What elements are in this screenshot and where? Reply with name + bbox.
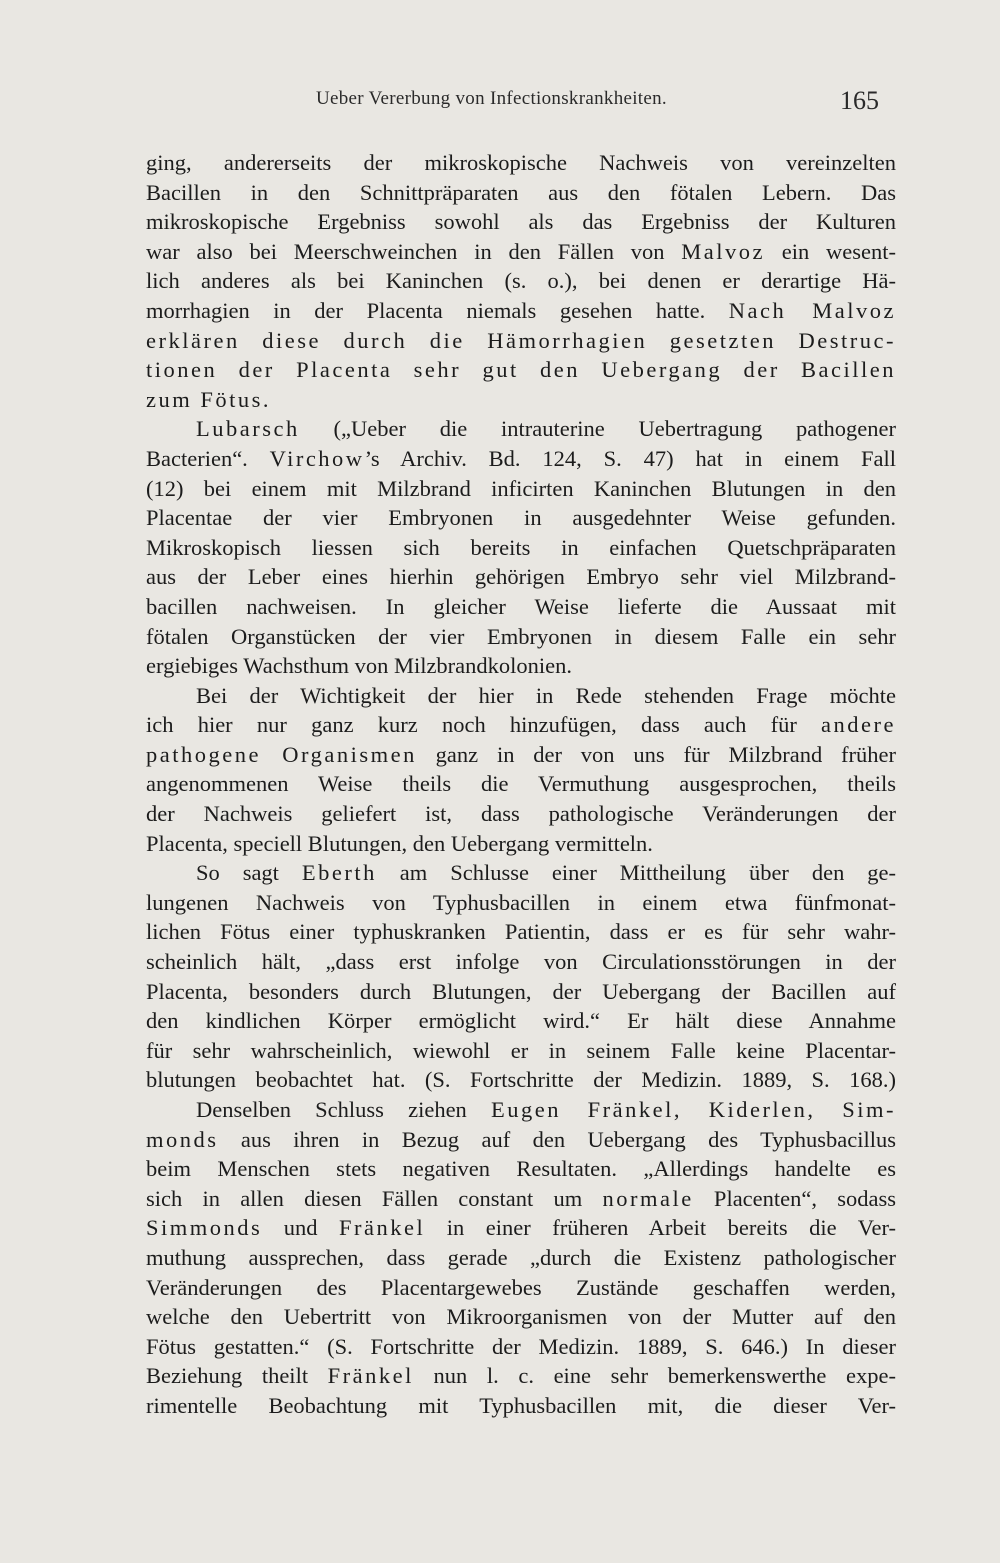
text-line	[146, 1095, 896, 1125]
text-run: Placenta, speciell Blutungen, den Uebergang vermitteln.	[146, 830, 653, 856]
text-line	[146, 1361, 896, 1391]
text-line	[146, 769, 896, 799]
spaced-name: Eugen Fränkel, Kiderlen, Sim-	[491, 1097, 896, 1122]
text-line	[146, 829, 896, 859]
text-line	[146, 1125, 896, 1155]
text-line	[146, 385, 896, 415]
text-run: ’s Archiv. Bd. 124, S. 47) hat in einem Fall	[364, 445, 897, 471]
text-line	[146, 296, 896, 326]
text-run: ergiebiges Wachsthum von Milzbrandkolonien.	[146, 653, 573, 679]
text-run: war also bei Meerschweinchen in den Fällen von	[146, 238, 682, 264]
text-run: ein wesent-	[764, 238, 896, 264]
text-line	[146, 562, 896, 592]
text-run: ganz in der von uns für Milzbrand früher	[416, 741, 896, 767]
text-run: Veränderungen des Placentargewebes Zustände geschaffen werden,	[146, 1274, 896, 1300]
text-line	[146, 947, 896, 977]
text-line	[146, 148, 896, 178]
text-run: in einer früheren Arbeit bereits die Ver-	[425, 1215, 896, 1241]
text-line	[146, 178, 896, 208]
text-line	[146, 888, 896, 918]
text-run: fötalen Organstücken der vier Embryonen in diesem Falle ein sehr	[146, 623, 896, 649]
text-line	[146, 266, 896, 296]
text-line	[146, 1184, 896, 1214]
text-run: Placentae der vier Embryonen in ausgedehnter Weise gefunden.	[146, 505, 896, 531]
spaced-name: pathogene Organismen	[146, 741, 417, 767]
text-line	[146, 977, 896, 1007]
text-run: für sehr wahrscheinlich, wiewohl er in seinem Falle keine Placentar-	[146, 1037, 896, 1063]
body-text	[146, 148, 896, 1421]
text-run: mikroskopische Ergebniss sowohl als das Ergebniss der Kulturen	[146, 209, 896, 235]
text-line	[146, 207, 896, 237]
spaced-name: Fränkel	[339, 1215, 426, 1241]
text-run: Bei der Wichtigkeit der hier in Rede stehenden Frage möchte	[196, 682, 896, 708]
text-run: lichen Fötus einer typhuskranken Patientin, dass er es für sehr wahr-	[146, 919, 896, 945]
text-line	[146, 503, 896, 533]
text-run: Mikroskopisch liessen sich bereits in einfachen Quetschpräparaten	[146, 534, 896, 560]
spaced-name: Fränkel	[327, 1363, 414, 1389]
text-run: der Nachweis geliefert ist, dass pathologische Veränderungen der	[146, 801, 896, 827]
text-run: welche den Uebertritt von Mikroorganismen von der Mutter auf den	[146, 1304, 896, 1330]
text-run: Fötus gestatten.“ (S. Fortschritte der Medizin. 1889, S. 646.) In dieser	[146, 1333, 896, 1359]
text-run: (12) bei einem mit Milzbrand inficirten Kaninchen Blutungen in den	[146, 475, 896, 501]
text-run: Beziehung theilt	[146, 1363, 328, 1389]
text-run: sich in allen diesen Fällen constant um	[146, 1185, 603, 1211]
text-run: („Ueber die intrauterine Uebertragung pathogener	[299, 416, 896, 442]
text-line	[146, 237, 896, 267]
text-run: blutungen beobachtet hat. (S. Fortschritte der Medizin. 1889, S. 168.)	[146, 1067, 896, 1093]
running-head-title: Ueber Vererbung von Infectionskrankheiten.	[316, 88, 667, 109]
page-number: 165	[840, 86, 879, 115]
spaced-name: Virchow	[269, 445, 365, 471]
text-run: lungenen Nachweis von Typhusbacillen in einem etwa fünfmonat-	[146, 889, 896, 915]
text-line	[146, 1391, 896, 1421]
spaced-name: Simmonds	[146, 1215, 263, 1241]
spaced-name: erklären diese durch die Hämorrhagien gesetzten Destruc-	[146, 327, 896, 353]
text-line	[146, 1065, 896, 1095]
text-run: Denselben Schluss ziehen	[196, 1097, 491, 1122]
text-line	[146, 533, 896, 563]
text-line	[146, 858, 896, 888]
text-run: nun l. c. eine sehr bemerkenswerthe expe-	[413, 1363, 896, 1389]
text-run: lich anderes als bei Kaninchen (s. o.), bei denen er derartige Hä-	[146, 268, 896, 294]
text-line	[146, 710, 896, 740]
text-line	[146, 355, 896, 385]
text-line	[146, 1006, 896, 1036]
text-run: ich hier nur ganz kurz noch hinzufügen, dass auch für	[146, 712, 822, 738]
text-line	[146, 681, 896, 711]
text-line	[146, 917, 896, 947]
text-run: muthung aussprechen, dass gerade „durch die Existenz pathologischer	[146, 1244, 896, 1270]
text-run: bacillen nachweisen. In gleicher Weise lieferte die Aussaat mit	[146, 593, 896, 619]
text-line	[146, 1302, 896, 1332]
text-run: angenommenen Weise theils die Vermuthung ausgesprochen, theils	[146, 771, 896, 797]
spaced-name: normale	[602, 1185, 694, 1211]
text-run: Bacillen in den Schnittpräparaten aus den fötalen Lebern. Das	[146, 179, 896, 205]
text-line	[146, 799, 896, 829]
spaced-name: monds	[146, 1126, 219, 1152]
text-run: aus der Leber eines hierhin gehörigen Embryo sehr viel Milzbrand-	[146, 564, 896, 590]
text-run: scheinlich hält, „dass erst infolge von Circulationsstörungen in der	[146, 949, 896, 975]
text-run: Placenten“, sodass	[693, 1185, 896, 1211]
spaced-name: Malvoz	[681, 238, 765, 264]
text-run: rimentelle Beobachtung mit Typhusbacillen mit, die dieser Ver-	[146, 1392, 896, 1418]
text-run: So sagt	[196, 860, 302, 886]
text-line	[146, 1243, 896, 1273]
text-line	[146, 740, 896, 770]
text-line	[146, 1273, 896, 1303]
text-run: ging, andererseits der mikroskopische Nachweis von vereinzelten	[146, 150, 896, 175]
text-line	[146, 651, 896, 681]
text-run: morrhagien in der Placenta niemals gesehen hatte.	[146, 297, 729, 323]
text-line	[146, 474, 896, 504]
text-line	[146, 326, 896, 356]
text-run: den kindlichen Körper ermöglicht wird.“ Er hält diese Annahme	[146, 1008, 896, 1034]
text-line	[146, 414, 896, 444]
text-line	[146, 1213, 896, 1243]
text-run: am Schlusse einer Mittheilung über den ge-	[376, 860, 896, 886]
spaced-name: tionen der Placenta sehr gut den Uebergang der Bacillen	[146, 357, 896, 383]
text-run: Bacterien“.	[146, 445, 270, 471]
text-line	[146, 1154, 896, 1184]
spaced-name: Eberth	[301, 860, 377, 886]
text-line	[146, 1036, 896, 1066]
text-run: beim Menschen stets negativen Resultaten. „Allerdings handelte es	[146, 1156, 896, 1182]
spaced-name: andere	[821, 712, 896, 738]
text-line	[146, 622, 896, 652]
spaced-name: Lubarsch	[196, 416, 300, 442]
spaced-name: Nach Malvoz	[728, 297, 897, 323]
text-line	[146, 444, 896, 474]
text-run: aus ihren in Bezug auf den Uebergang des Typhusbacillus	[218, 1126, 896, 1152]
text-line	[146, 592, 896, 622]
text-run: und	[262, 1215, 340, 1241]
text-line	[146, 1332, 896, 1362]
text-run: Placenta, besonders durch Blutungen, der Uebergang der Bacillen auf	[146, 978, 896, 1004]
spaced-name: zum Fötus.	[146, 386, 272, 412]
